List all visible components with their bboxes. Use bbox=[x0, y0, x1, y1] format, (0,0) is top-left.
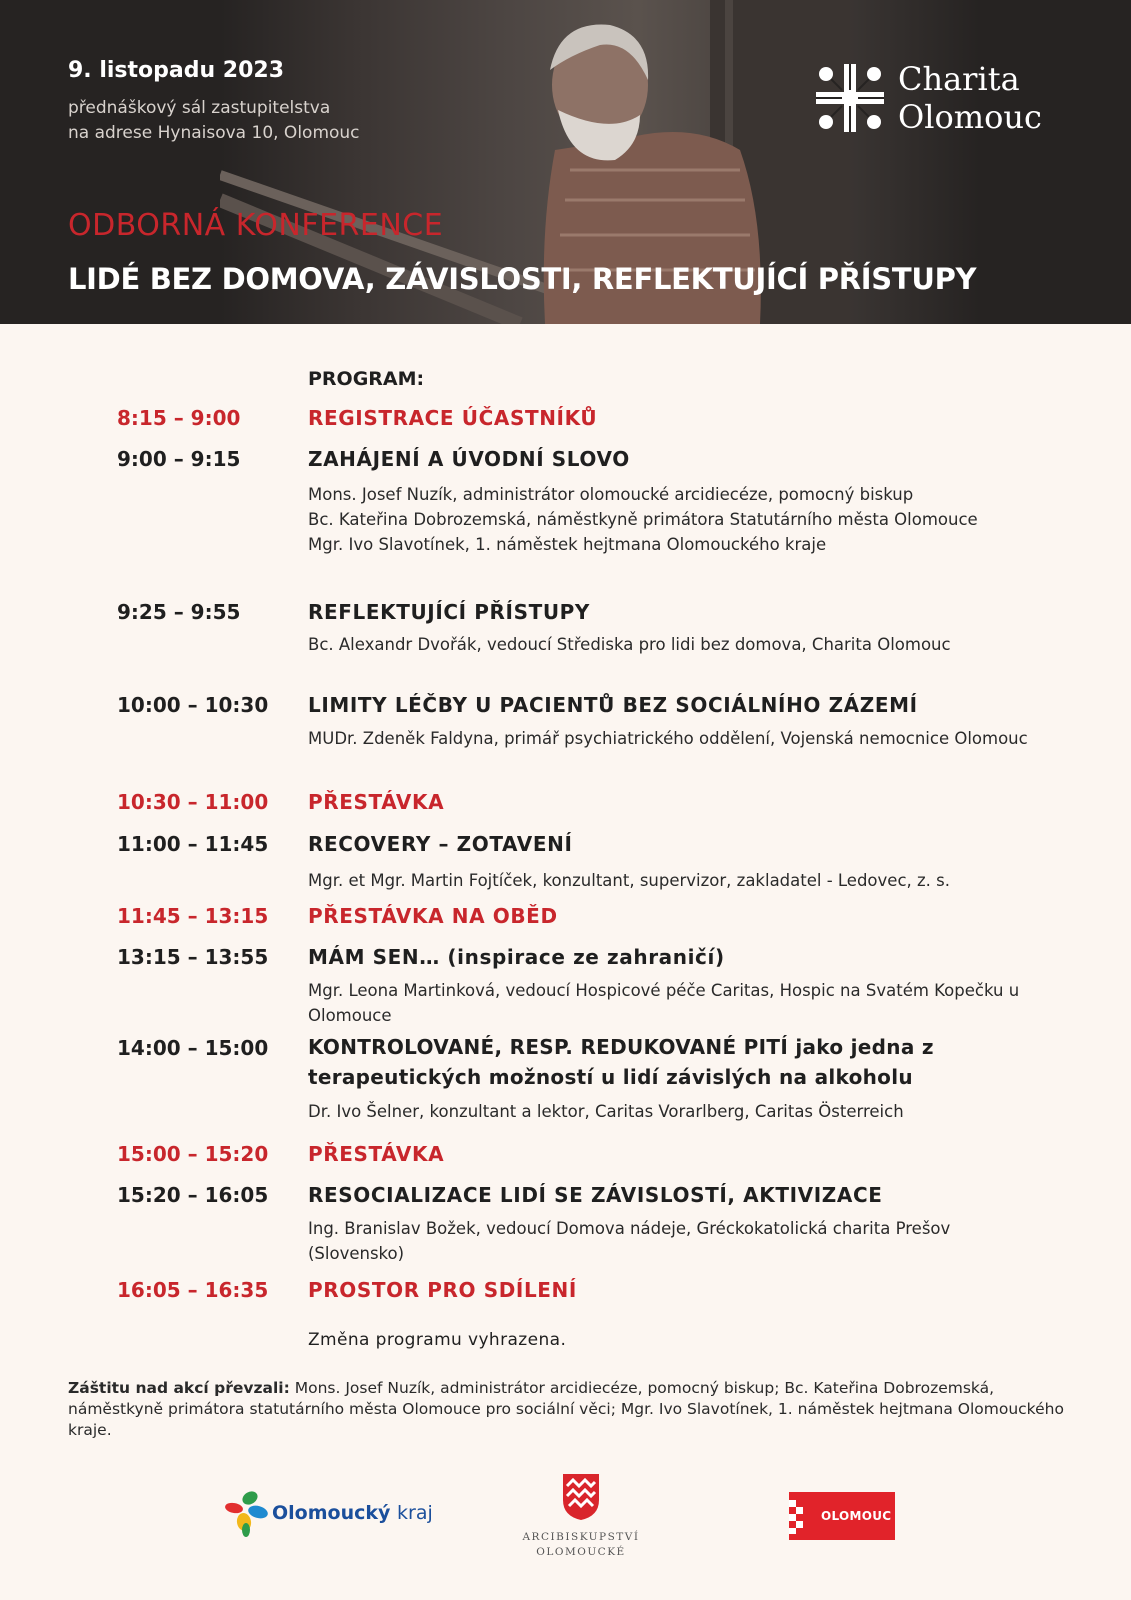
program-title: PROSTOR PRO SDÍLENÍ bbox=[308, 1278, 577, 1302]
venue-line: na adrese Hynaisova 10, Olomouc bbox=[68, 123, 360, 143]
venue-line: přednáškový sál zastupitelstva bbox=[68, 98, 331, 118]
program-time: 13:15 – 13:55 bbox=[117, 945, 269, 969]
program-title: PŘESTÁVKA bbox=[308, 1142, 445, 1166]
kraj-flower-icon bbox=[224, 1488, 268, 1538]
olomouc-logo-text: OLOMOUC bbox=[821, 1509, 892, 1523]
olomouc-city-logo bbox=[789, 1492, 895, 1540]
program-title: PŘESTÁVKA NA OBĚD bbox=[308, 904, 558, 928]
arci-line: ARCIBISKUPSTVÍ bbox=[522, 1531, 640, 1543]
program-time: 10:00 – 10:30 bbox=[117, 693, 269, 717]
brand-line: Olomouc bbox=[898, 98, 1042, 136]
program-time: 8:15 – 9:00 bbox=[117, 406, 241, 430]
program-title: REFLEKTUJÍCÍ PŘÍSTUPY bbox=[308, 600, 591, 624]
program-title: RECOVERY – ZOTAVENÍ bbox=[308, 832, 573, 856]
speaker: MUDr. Zdeněk Faldyna, primář psychiatrického oddělení, Vojenská nemocnice Olomouc bbox=[308, 729, 1028, 748]
program-title: KONTROLOVANÉ, RESP. REDUKOVANÉ PITÍ jako jedna z terapeutických možností u lidí závislých na alkoholu bbox=[308, 1035, 934, 1089]
program-title: ZAHÁJENÍ A ÚVODNÍ SLOVO bbox=[308, 447, 630, 471]
kraj-logo-text bbox=[272, 1502, 433, 1524]
patronage-body: Mons. Josef Nuzík, administrátor arcidiecéze, pomocný biskup; Bc. Kateřina Dobrozemská, náměstkyně primátora statutárního města Olomouce pro sociální věci; Mgr. Ivo Slavotínek, 1. náměstek hejtmana Olomouckého kraje. bbox=[68, 1379, 1064, 1439]
program-time: 9:25 – 9:55 bbox=[117, 600, 241, 624]
speaker: Ing. Branislav Božek, vedoucí Domova nádeje, Gréckokatolická charita Prešov (Slovensko) bbox=[308, 1219, 951, 1263]
program-time: 11:45 – 13:15 bbox=[117, 904, 269, 928]
conference-kicker: ODBORNÁ KONFERENCE bbox=[68, 208, 444, 243]
program-time: 9:00 – 9:15 bbox=[117, 447, 241, 471]
program-speakers bbox=[308, 1099, 1068, 1124]
program-title: RESOCIALIZACE LIDÍ SE ZÁVISLOSTÍ, AKTIVIZACE bbox=[308, 1183, 883, 1207]
event-venue bbox=[68, 96, 360, 146]
program-speakers bbox=[308, 1216, 1028, 1266]
patronage-text bbox=[68, 1378, 1068, 1441]
charita-cross-icon bbox=[812, 60, 888, 136]
arci-line: OLOMOUCKÉ bbox=[536, 1546, 626, 1558]
arcibiskupstvi-shield-icon bbox=[561, 1472, 601, 1522]
charita-logo bbox=[812, 60, 1042, 136]
speaker: Mgr. Leona Martinková, vedoucí Hospicové péče Caritas, Hospic na Svatém Kopečku u Olomouce bbox=[308, 981, 1020, 1025]
program-speakers bbox=[308, 978, 1028, 1028]
program-time: 10:30 – 11:00 bbox=[117, 790, 269, 814]
olomoucky-kraj-logo bbox=[224, 1488, 433, 1538]
speaker: Dr. Ivo Šelner, konzultant a lektor, Caritas Vorarlberg, Caritas Österreich bbox=[308, 1102, 904, 1121]
program-time: 11:00 – 11:45 bbox=[117, 832, 269, 856]
program-label: PROGRAM: bbox=[308, 368, 425, 390]
kraj-logo-word: Olomoucký bbox=[272, 1502, 391, 1524]
arcibiskupstvi-logo bbox=[516, 1472, 646, 1560]
brand-line: Charita bbox=[898, 60, 1020, 98]
speaker: Bc. Alexandr Dvořák, vedoucí Střediska pro lidi bez domova, Charita Olomouc bbox=[308, 635, 951, 654]
program-time: 16:05 – 16:35 bbox=[117, 1278, 269, 1302]
program-speakers bbox=[308, 726, 1028, 751]
program-title: LIMITY LÉČBY U PACIENTŮ BEZ SOCIÁLNÍHO ZÁZEMÍ bbox=[308, 693, 918, 717]
patronage-label: Záštitu nad akcí převzali: bbox=[68, 1379, 290, 1397]
charita-logo-text bbox=[898, 60, 1042, 136]
program-time: 15:00 – 15:20 bbox=[117, 1142, 269, 1166]
program-title: PŘESTÁVKA bbox=[308, 790, 445, 814]
speaker: Mgr. Ivo Slavotínek, 1. náměstek hejtmana Olomouckého kraje bbox=[308, 535, 827, 554]
arcibiskupstvi-text bbox=[516, 1530, 646, 1560]
program-time: 15:20 – 16:05 bbox=[117, 1183, 269, 1207]
program-title: MÁM SEN… (inspirace ze zahraničí) bbox=[308, 945, 725, 969]
program-speakers bbox=[308, 868, 1088, 893]
conference-title: LIDÉ BEZ DOMOVA, ZÁVISLOSTI, REFLEKTUJÍCÍ PŘÍSTUPY bbox=[68, 262, 977, 296]
speaker: Mons. Josef Nuzík, administrátor olomoucké arcidiecéze, pomocný biskup bbox=[308, 485, 914, 504]
program-speakers bbox=[308, 632, 1028, 657]
program-time: 14:00 – 15:00 bbox=[117, 1036, 269, 1060]
event-date: 9. listopadu 2023 bbox=[68, 58, 285, 83]
olomouc-checker-icon bbox=[789, 1492, 803, 1540]
header-banner bbox=[0, 0, 1131, 324]
speaker: Mgr. et Mgr. Martin Fojtíček, konzultant, supervizor, zakladatel - Ledovec, z. s. bbox=[308, 871, 951, 890]
speaker: Bc. Kateřina Dobrozemská, náměstkyně primátora Statutárního města Olomouce bbox=[308, 510, 978, 529]
program-note: Změna programu vyhrazena. bbox=[308, 1330, 567, 1350]
program-title: REGISTRACE ÚČASTNÍKŮ bbox=[308, 406, 598, 430]
kraj-logo-word: kraj bbox=[397, 1502, 433, 1524]
program-speakers bbox=[308, 482, 1028, 557]
